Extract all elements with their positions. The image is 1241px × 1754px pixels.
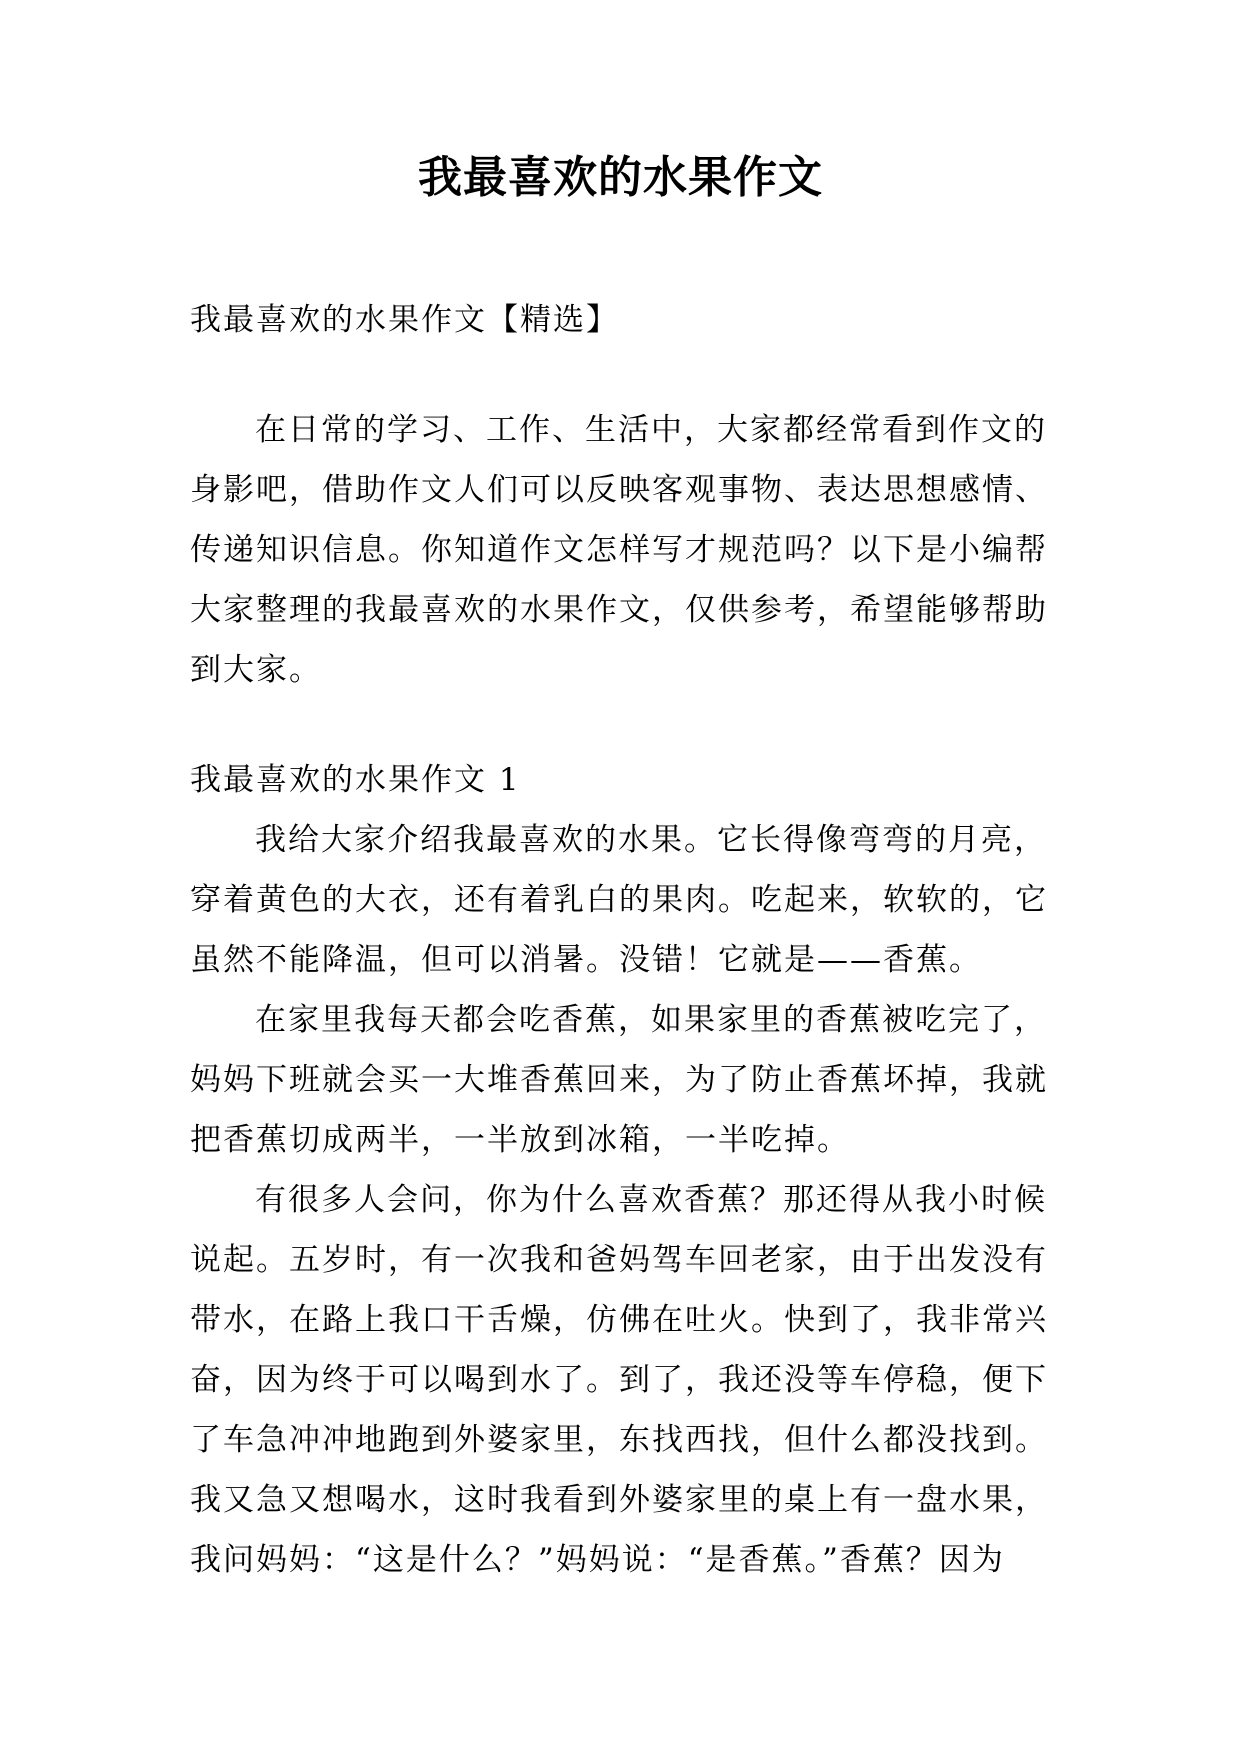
paragraph-line: 了车急冲冲地跑到外婆家里，东找西找，但什么都没找到。 [190, 1422, 1048, 1458]
paragraph-line: 我问妈妈：“这是什么？”妈妈说：“是香蕉。”香蕉？因为 [190, 1542, 1005, 1578]
paragraph-line: 在家里我每天都会吃香蕉，如果家里的香蕉被吃完了， [255, 1002, 1047, 1038]
paragraph-line: 穿着黄色的大衣，还有着乳白的果肉。吃起来，软软的，它 [190, 882, 1048, 918]
section-heading: 我最喜欢的水果作文 1 [190, 762, 521, 798]
intro-line: 在日常的学习、工作、生活中，大家都经常看到作文的 [255, 412, 1047, 448]
document-subtitle: 我最喜欢的水果作文【精选】 [190, 302, 619, 338]
intro-line: 传递知识信息。你知道作文怎样写才规范吗？以下是小编帮 [190, 532, 1048, 568]
intro-line: 到大家。 [190, 652, 322, 688]
paragraph-line: 把香蕉切成两半，一半放到冰箱，一半吃掉。 [190, 1122, 850, 1158]
paragraph-line: 虽然不能降温，但可以消暑。没错！它就是——香蕉。 [190, 942, 982, 978]
paragraph-line: 说起。五岁时，有一次我和爸妈驾车回老家，由于出发没有 [190, 1242, 1048, 1278]
intro-line: 身影吧，借助作文人们可以反映客观事物、表达思想感情、 [190, 472, 1048, 508]
intro-line: 大家整理的我最喜欢的水果作文，仅供参考，希望能够帮助 [190, 592, 1048, 628]
paragraph-line: 奋，因为终于可以喝到水了。到了，我还没等车停稳，便下 [190, 1362, 1048, 1398]
paragraph-line: 妈妈下班就会买一大堆香蕉回来，为了防止香蕉坏掉，我就 [190, 1062, 1048, 1098]
paragraph-line: 我给大家介绍我最喜欢的水果。它长得像弯弯的月亮， [255, 822, 1047, 858]
paragraph-line: 有很多人会问，你为什么喜欢香蕉？那还得从我小时候 [255, 1182, 1047, 1218]
paragraph-line: 我又急又想喝水，这时我看到外婆家里的桌上有一盘水果， [190, 1482, 1048, 1518]
paragraph-line: 带水，在路上我口干舌燥，仿佛在吐火。快到了，我非常兴 [190, 1302, 1048, 1338]
document-title: 我最喜欢的水果作文 [418, 152, 823, 203]
